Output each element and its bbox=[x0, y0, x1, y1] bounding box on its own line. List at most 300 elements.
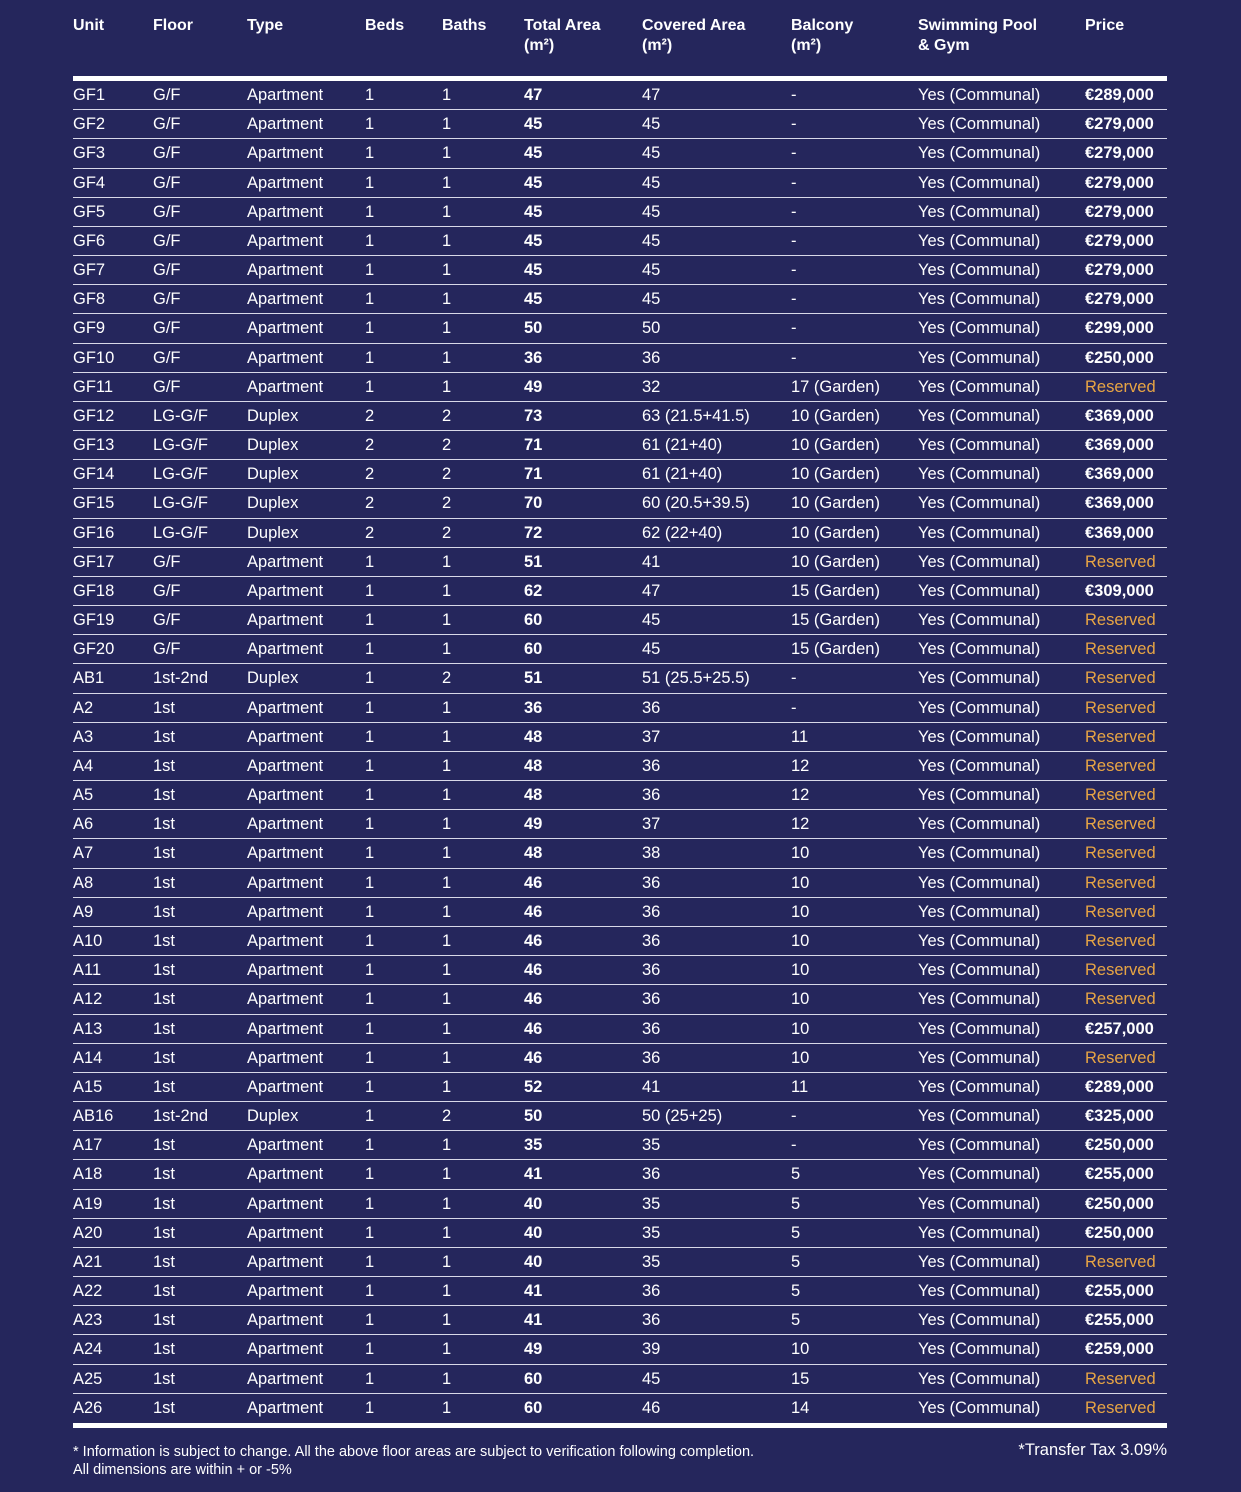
cell-pool-gym: Yes (Communal) bbox=[918, 1077, 1041, 1096]
header-price: Price bbox=[1085, 17, 1125, 34]
table-row bbox=[73, 1219, 1167, 1248]
cell-baths: 1 bbox=[442, 640, 452, 659]
cell-unit: A20 bbox=[73, 1223, 103, 1242]
cell-total-area: 60 bbox=[524, 611, 543, 630]
cell-price: €257,000 bbox=[1085, 1019, 1154, 1038]
table-row bbox=[73, 898, 1167, 927]
cell-total-area: 48 bbox=[524, 844, 543, 863]
cell-pool-gym: Yes (Communal) bbox=[918, 931, 1041, 950]
table-row bbox=[73, 110, 1167, 139]
cell-balcony: - bbox=[791, 319, 797, 338]
cell-price: Reserved bbox=[1085, 1252, 1156, 1271]
cell-price: €279,000 bbox=[1085, 290, 1154, 309]
header-type: Type bbox=[247, 17, 284, 34]
cell-covered-area: 45 bbox=[642, 261, 661, 280]
cell-pool-gym: Yes (Communal) bbox=[918, 231, 1041, 250]
cell-total-area: 50 bbox=[524, 1107, 543, 1126]
table-row bbox=[73, 723, 1167, 752]
cell-beds: 1 bbox=[365, 698, 375, 717]
cell-unit: A11 bbox=[73, 961, 102, 980]
cell-unit: GF5 bbox=[73, 202, 106, 221]
cell-type: Apartment bbox=[247, 1282, 324, 1301]
cell-baths: 1 bbox=[442, 377, 452, 396]
table-row bbox=[73, 548, 1167, 577]
cell-price: €369,000 bbox=[1085, 436, 1154, 455]
cell-covered-area: 45 bbox=[642, 202, 661, 221]
cell-balcony: 10 bbox=[791, 1340, 810, 1359]
cell-baths: 1 bbox=[442, 115, 452, 134]
cell-baths: 1 bbox=[442, 1340, 452, 1359]
table-row bbox=[73, 1365, 1167, 1394]
cell-pool-gym: Yes (Communal) bbox=[918, 1223, 1041, 1242]
table-row bbox=[73, 460, 1167, 489]
cell-balcony: 5 bbox=[791, 1282, 801, 1301]
cell-balcony: - bbox=[791, 202, 797, 221]
cell-type: Apartment bbox=[247, 1340, 324, 1359]
cell-baths: 1 bbox=[442, 319, 452, 338]
cell-covered-area: 39 bbox=[642, 1340, 661, 1359]
cell-price: Reserved bbox=[1085, 1398, 1156, 1417]
cell-unit: GF7 bbox=[73, 261, 106, 280]
table-body bbox=[73, 81, 1167, 1423]
cell-price: €309,000 bbox=[1085, 581, 1154, 600]
cell-covered-area: 36 bbox=[642, 961, 661, 980]
cell-beds: 1 bbox=[365, 115, 375, 134]
cell-balcony: - bbox=[791, 1107, 797, 1126]
table-row bbox=[73, 1335, 1167, 1364]
cell-type: Apartment bbox=[247, 173, 324, 192]
cell-type: Apartment bbox=[247, 961, 324, 980]
cell-beds: 1 bbox=[365, 1165, 375, 1184]
table-row bbox=[73, 227, 1167, 256]
cell-pool-gym: Yes (Communal) bbox=[918, 815, 1041, 834]
cell-pool-gym: Yes (Communal) bbox=[918, 786, 1041, 805]
cell-floor: 1st bbox=[153, 1077, 176, 1096]
cell-covered-area: 32 bbox=[642, 377, 661, 396]
cell-unit: GF16 bbox=[73, 523, 115, 542]
cell-unit: GF19 bbox=[73, 611, 115, 630]
cell-unit: GF4 bbox=[73, 173, 106, 192]
cell-unit: GF17 bbox=[73, 552, 115, 571]
cell-beds: 1 bbox=[365, 1077, 375, 1096]
cell-type: Apartment bbox=[247, 844, 324, 863]
cell-baths: 1 bbox=[442, 1282, 452, 1301]
table-row bbox=[73, 781, 1167, 810]
cell-beds: 2 bbox=[365, 406, 375, 425]
table-row bbox=[73, 1102, 1167, 1131]
cell-floor: LG-G/F bbox=[153, 494, 209, 513]
cell-baths: 2 bbox=[442, 465, 452, 484]
cell-baths: 1 bbox=[442, 173, 452, 192]
cell-baths: 1 bbox=[442, 961, 452, 980]
cell-unit: AB16 bbox=[73, 1107, 114, 1126]
cell-baths: 1 bbox=[442, 1165, 452, 1184]
cell-price: Reserved bbox=[1085, 990, 1156, 1009]
cell-covered-area: 36 bbox=[642, 1019, 661, 1038]
cell-total-area: 35 bbox=[524, 1136, 543, 1155]
cell-type: Apartment bbox=[247, 231, 324, 250]
cell-covered-area: 62 (22+40) bbox=[642, 523, 723, 542]
cell-pool-gym: Yes (Communal) bbox=[918, 552, 1041, 571]
cell-balcony: 10 bbox=[791, 1019, 810, 1038]
cell-pool-gym: Yes (Communal) bbox=[918, 202, 1041, 221]
cell-floor: 1st bbox=[153, 756, 176, 775]
cell-baths: 1 bbox=[442, 348, 452, 367]
cell-pool-gym: Yes (Communal) bbox=[918, 1398, 1041, 1417]
cell-type: Apartment bbox=[247, 261, 324, 280]
cell-balcony: 12 bbox=[791, 815, 810, 834]
cell-covered-area: 35 bbox=[642, 1194, 661, 1213]
cell-balcony: - bbox=[791, 348, 797, 367]
cell-covered-area: 37 bbox=[642, 815, 661, 834]
cell-type: Duplex bbox=[247, 406, 299, 425]
cell-type: Apartment bbox=[247, 1223, 324, 1242]
cell-floor: LG-G/F bbox=[153, 406, 209, 425]
cell-floor: 1st bbox=[153, 1165, 176, 1184]
cell-price: Reserved bbox=[1085, 1369, 1156, 1388]
cell-price: €299,000 bbox=[1085, 319, 1154, 338]
cell-baths: 1 bbox=[442, 552, 452, 571]
cell-type: Duplex bbox=[247, 465, 299, 484]
cell-baths: 1 bbox=[442, 844, 452, 863]
cell-price: Reserved bbox=[1085, 1048, 1156, 1067]
cell-beds: 1 bbox=[365, 86, 375, 104]
cell-beds: 1 bbox=[365, 1223, 375, 1242]
cell-type: Apartment bbox=[247, 86, 324, 104]
cell-beds: 1 bbox=[365, 786, 375, 805]
cell-total-area: 52 bbox=[524, 1077, 543, 1096]
cell-baths: 1 bbox=[442, 786, 452, 805]
cell-balcony: 5 bbox=[791, 1165, 801, 1184]
cell-price: Reserved bbox=[1085, 727, 1156, 746]
cell-covered-area: 45 bbox=[642, 144, 661, 163]
cell-beds: 1 bbox=[365, 756, 375, 775]
cell-floor: 1st bbox=[153, 844, 176, 863]
cell-floor: 1st-2nd bbox=[153, 669, 209, 688]
cell-total-area: 46 bbox=[524, 961, 543, 980]
cell-unit: GF8 bbox=[73, 290, 106, 309]
cell-price: €255,000 bbox=[1085, 1311, 1154, 1330]
cell-type: Duplex bbox=[247, 523, 299, 542]
cell-balcony: 10 bbox=[791, 844, 810, 863]
cell-type: Apartment bbox=[247, 348, 324, 367]
cell-floor: 1st bbox=[153, 1369, 176, 1388]
cell-covered-area: 37 bbox=[642, 727, 661, 746]
cell-pool-gym: Yes (Communal) bbox=[918, 1019, 1041, 1038]
header-balcony: Balcony (m²) bbox=[791, 17, 854, 54]
cell-beds: 1 bbox=[365, 319, 375, 338]
cell-beds: 1 bbox=[365, 1107, 375, 1126]
cell-total-area: 45 bbox=[524, 290, 543, 309]
cell-floor: 1st bbox=[153, 698, 176, 717]
cell-floor: 1st bbox=[153, 786, 176, 805]
cell-unit: GF3 bbox=[73, 144, 106, 163]
table-row bbox=[73, 577, 1167, 606]
cell-total-area: 62 bbox=[524, 581, 543, 600]
cell-baths: 2 bbox=[442, 494, 452, 513]
cell-pool-gym: Yes (Communal) bbox=[918, 961, 1041, 980]
cell-floor: 1st bbox=[153, 1252, 176, 1271]
cell-type: Apartment bbox=[247, 931, 324, 950]
cell-floor: G/F bbox=[153, 231, 181, 250]
table-row bbox=[73, 431, 1167, 460]
cell-unit: GF10 bbox=[73, 348, 115, 367]
cell-price: €250,000 bbox=[1085, 1223, 1154, 1242]
cell-beds: 1 bbox=[365, 844, 375, 863]
cell-covered-area: 45 bbox=[642, 640, 661, 659]
cell-balcony: 10 (Garden) bbox=[791, 406, 880, 425]
cell-beds: 1 bbox=[365, 1311, 375, 1330]
table-row bbox=[73, 1394, 1167, 1423]
cell-total-area: 60 bbox=[524, 1398, 543, 1417]
cell-unit: GF13 bbox=[73, 436, 115, 455]
cell-covered-area: 45 bbox=[642, 173, 661, 192]
pricing-table bbox=[73, 0, 1167, 1428]
cell-beds: 1 bbox=[365, 1340, 375, 1359]
cell-price: Reserved bbox=[1085, 902, 1156, 921]
cell-pool-gym: Yes (Communal) bbox=[918, 290, 1041, 309]
cell-balcony: 15 (Garden) bbox=[791, 640, 880, 659]
footnote bbox=[73, 1443, 754, 1479]
cell-pool-gym: Yes (Communal) bbox=[918, 698, 1041, 717]
table-row bbox=[73, 314, 1167, 343]
cell-baths: 1 bbox=[442, 873, 452, 892]
cell-balcony: 10 (Garden) bbox=[791, 523, 880, 542]
cell-price: €289,000 bbox=[1085, 1077, 1154, 1096]
cell-balcony: 5 bbox=[791, 1194, 801, 1213]
cell-unit: A7 bbox=[73, 844, 94, 863]
table-row bbox=[73, 956, 1167, 985]
cell-floor: G/F bbox=[153, 552, 181, 571]
cell-covered-area: 36 bbox=[642, 1048, 661, 1067]
cell-balcony: 10 (Garden) bbox=[791, 465, 880, 484]
cell-beds: 1 bbox=[365, 1136, 375, 1155]
cell-balcony: 5 bbox=[791, 1311, 801, 1330]
cell-price: Reserved bbox=[1085, 552, 1156, 571]
cell-price: Reserved bbox=[1085, 786, 1156, 805]
cell-beds: 1 bbox=[365, 1019, 375, 1038]
cell-beds: 1 bbox=[365, 611, 375, 630]
cell-unit: A17 bbox=[73, 1136, 103, 1155]
cell-type: Apartment bbox=[247, 1369, 324, 1388]
cell-price: €259,000 bbox=[1085, 1340, 1154, 1359]
cell-total-area: 46 bbox=[524, 1019, 543, 1038]
cell-unit: GF9 bbox=[73, 319, 106, 338]
cell-price: €279,000 bbox=[1085, 144, 1154, 163]
cell-total-area: 47 bbox=[524, 86, 543, 104]
cell-total-area: 41 bbox=[524, 1282, 543, 1301]
table-row bbox=[73, 198, 1167, 227]
cell-unit: A6 bbox=[73, 815, 94, 834]
cell-type: Apartment bbox=[247, 115, 324, 134]
cell-pool-gym: Yes (Communal) bbox=[918, 494, 1041, 513]
cell-covered-area: 35 bbox=[642, 1136, 661, 1155]
cell-covered-area: 50 bbox=[642, 319, 661, 338]
cell-pool-gym: Yes (Communal) bbox=[918, 86, 1041, 104]
cell-floor: 1st-2nd bbox=[153, 1107, 209, 1126]
cell-floor: 1st bbox=[153, 1048, 176, 1067]
cell-covered-area: 61 (21+40) bbox=[642, 436, 723, 455]
table-row bbox=[73, 927, 1167, 956]
cell-price: €255,000 bbox=[1085, 1282, 1154, 1301]
cell-unit: A5 bbox=[73, 786, 94, 805]
cell-type: Apartment bbox=[247, 902, 324, 921]
cell-pool-gym: Yes (Communal) bbox=[918, 1340, 1041, 1359]
cell-floor: G/F bbox=[153, 290, 181, 309]
cell-pool-gym: Yes (Communal) bbox=[918, 1165, 1041, 1184]
footnote-line-1: * Information is subject to change. All the above floor areas are subject to verification following completion. bbox=[73, 1444, 755, 1460]
cell-unit: A2 bbox=[73, 698, 94, 717]
cell-unit: GF6 bbox=[73, 231, 106, 250]
table-header bbox=[73, 0, 1167, 76]
cell-beds: 1 bbox=[365, 290, 375, 309]
cell-type: Apartment bbox=[247, 1019, 324, 1038]
cell-covered-area: 60 (20.5+39.5) bbox=[642, 494, 750, 513]
cell-baths: 1 bbox=[442, 261, 452, 280]
cell-total-area: 41 bbox=[524, 1311, 543, 1330]
cell-pool-gym: Yes (Communal) bbox=[918, 319, 1041, 338]
cell-beds: 1 bbox=[365, 1252, 375, 1271]
cell-floor: 1st bbox=[153, 1398, 176, 1417]
cell-price: Reserved bbox=[1085, 698, 1156, 717]
cell-baths: 1 bbox=[442, 990, 452, 1009]
cell-unit: A19 bbox=[73, 1194, 103, 1213]
cell-total-area: 40 bbox=[524, 1194, 543, 1213]
cell-floor: LG-G/F bbox=[153, 523, 209, 542]
cell-total-area: 73 bbox=[524, 406, 543, 425]
cell-type: Apartment bbox=[247, 202, 324, 221]
cell-type: Apartment bbox=[247, 1136, 324, 1155]
cell-balcony: 12 bbox=[791, 756, 810, 775]
cell-total-area: 51 bbox=[524, 552, 543, 571]
cell-pool-gym: Yes (Communal) bbox=[918, 1369, 1041, 1388]
cell-total-area: 46 bbox=[524, 931, 543, 950]
cell-beds: 1 bbox=[365, 348, 375, 367]
cell-baths: 1 bbox=[442, 931, 452, 950]
cell-price: €279,000 bbox=[1085, 231, 1154, 250]
cell-unit: GF15 bbox=[73, 494, 115, 513]
cell-price: Reserved bbox=[1085, 873, 1156, 892]
cell-total-area: 46 bbox=[524, 902, 543, 921]
cell-price: Reserved bbox=[1085, 611, 1156, 630]
cell-total-area: 45 bbox=[524, 144, 543, 163]
cell-floor: G/F bbox=[153, 640, 181, 659]
cell-unit: A26 bbox=[73, 1398, 103, 1417]
cell-total-area: 70 bbox=[524, 494, 543, 513]
cell-price: €255,000 bbox=[1085, 1165, 1154, 1184]
cell-floor: 1st bbox=[153, 1194, 176, 1213]
cell-type: Apartment bbox=[247, 1311, 324, 1330]
cell-floor: G/F bbox=[153, 202, 181, 221]
cell-covered-area: 45 bbox=[642, 115, 661, 134]
cell-baths: 2 bbox=[442, 1107, 452, 1126]
table-row bbox=[73, 869, 1167, 898]
cell-floor: 1st bbox=[153, 1340, 176, 1359]
cell-type: Apartment bbox=[247, 1194, 324, 1213]
cell-price: Reserved bbox=[1085, 844, 1156, 863]
cell-beds: 1 bbox=[365, 1194, 375, 1213]
cell-type: Apartment bbox=[247, 815, 324, 834]
cell-price: €369,000 bbox=[1085, 406, 1154, 425]
cell-covered-area: 36 bbox=[642, 990, 661, 1009]
cell-baths: 1 bbox=[442, 202, 452, 221]
cell-beds: 1 bbox=[365, 581, 375, 600]
cell-floor: G/F bbox=[153, 86, 181, 104]
table-row bbox=[73, 1248, 1167, 1277]
cell-baths: 1 bbox=[442, 144, 452, 163]
cell-balcony: 10 bbox=[791, 902, 810, 921]
cell-beds: 1 bbox=[365, 1048, 375, 1067]
cell-floor: 1st bbox=[153, 961, 176, 980]
cell-total-area: 71 bbox=[524, 465, 543, 484]
cell-beds: 1 bbox=[365, 144, 375, 163]
cell-beds: 1 bbox=[365, 873, 375, 892]
cell-type: Apartment bbox=[247, 319, 324, 338]
cell-beds: 1 bbox=[365, 640, 375, 659]
table-row bbox=[73, 1015, 1167, 1044]
cell-pool-gym: Yes (Communal) bbox=[918, 348, 1041, 367]
cell-pool-gym: Yes (Communal) bbox=[918, 1311, 1041, 1330]
cell-unit: GF18 bbox=[73, 581, 115, 600]
cell-covered-area: 51 (25.5+25.5) bbox=[642, 669, 750, 688]
cell-baths: 1 bbox=[442, 1369, 452, 1388]
cell-total-area: 48 bbox=[524, 786, 543, 805]
table-row bbox=[73, 635, 1167, 664]
cell-floor: G/F bbox=[153, 144, 181, 163]
cell-price: €279,000 bbox=[1085, 261, 1154, 280]
cell-unit: GF1 bbox=[73, 86, 106, 104]
cell-total-area: 49 bbox=[524, 377, 543, 396]
cell-type: Apartment bbox=[247, 1252, 324, 1271]
cell-covered-area: 36 bbox=[642, 756, 661, 775]
cell-beds: 1 bbox=[365, 990, 375, 1009]
cell-floor: G/F bbox=[153, 348, 181, 367]
cell-price: €369,000 bbox=[1085, 465, 1154, 484]
header-baths: Baths bbox=[442, 17, 487, 34]
cell-beds: 1 bbox=[365, 727, 375, 746]
cell-type: Apartment bbox=[247, 1048, 324, 1067]
cell-beds: 1 bbox=[365, 377, 375, 396]
cell-balcony: 10 bbox=[791, 990, 810, 1009]
cell-price: €369,000 bbox=[1085, 523, 1154, 542]
cell-covered-area: 36 bbox=[642, 786, 661, 805]
cell-covered-area: 36 bbox=[642, 931, 661, 950]
cell-type: Apartment bbox=[247, 611, 324, 630]
cell-type: Apartment bbox=[247, 873, 324, 892]
cell-total-area: 71 bbox=[524, 436, 543, 455]
cell-balcony: 15 bbox=[791, 1369, 810, 1388]
cell-type: Apartment bbox=[247, 1077, 324, 1096]
table-row bbox=[73, 606, 1167, 635]
cell-floor: 1st bbox=[153, 815, 176, 834]
table-row bbox=[73, 256, 1167, 285]
cell-unit: A25 bbox=[73, 1369, 103, 1388]
cell-pool-gym: Yes (Communal) bbox=[918, 640, 1041, 659]
cell-price: €279,000 bbox=[1085, 115, 1154, 134]
cell-balcony: - bbox=[791, 115, 797, 134]
cell-total-area: 45 bbox=[524, 261, 543, 280]
cell-balcony: - bbox=[791, 86, 797, 104]
cell-floor: 1st bbox=[153, 727, 176, 746]
cell-price: €325,000 bbox=[1085, 1107, 1154, 1126]
cell-covered-area: 38 bbox=[642, 844, 661, 863]
cell-beds: 1 bbox=[365, 261, 375, 280]
cell-covered-area: 46 bbox=[642, 1398, 661, 1417]
table-row bbox=[73, 1306, 1167, 1335]
cell-total-area: 36 bbox=[524, 698, 543, 717]
cell-floor: 1st bbox=[153, 1311, 176, 1330]
table-row bbox=[73, 139, 1167, 168]
